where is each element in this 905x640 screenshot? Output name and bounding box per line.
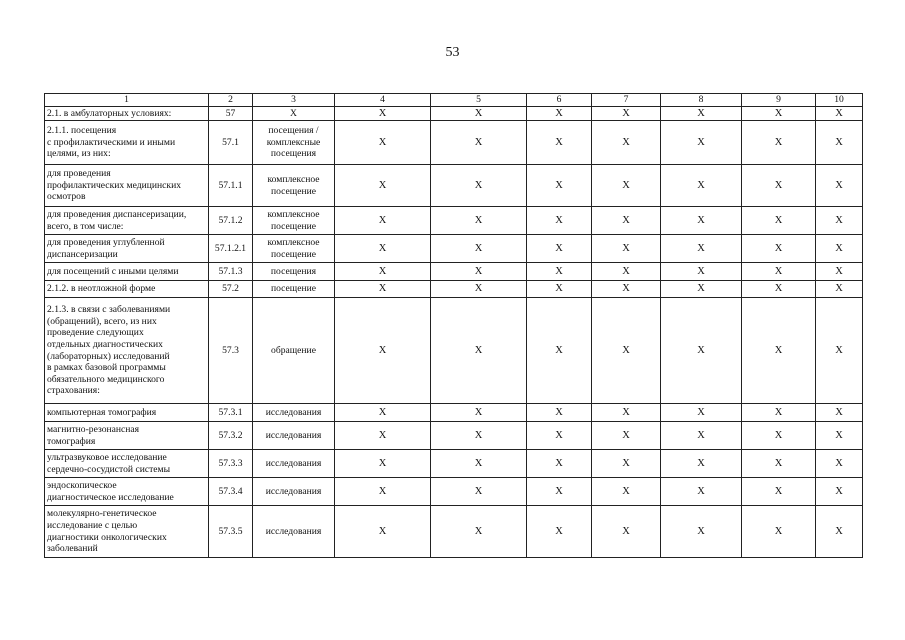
value-cell: Х [431, 422, 527, 450]
row-label-cell: молекулярно-генетическое исследование с целью диагностики онкологических заболеваний [45, 506, 209, 558]
table-row [45, 298, 863, 404]
value-cell: Х [335, 165, 431, 207]
row-unit-cell: комплексное посещение [253, 165, 335, 207]
row-unit-cell: посещение [253, 281, 335, 298]
value-cell: Х [742, 422, 816, 450]
column-number-cell: 10 [816, 94, 863, 107]
value-cell: Х [335, 207, 431, 235]
value-cell: Х [592, 450, 661, 478]
row-code-cell: 57.2 [209, 281, 253, 298]
row-code-cell: 57.1.3 [209, 263, 253, 281]
value-cell: Х [742, 235, 816, 263]
table-row [45, 165, 863, 207]
value-cell: Х [661, 298, 742, 404]
value-cell: Х [661, 207, 742, 235]
value-cell: Х [742, 478, 816, 506]
value-cell: Х [661, 450, 742, 478]
row-code-cell: 57.3.2 [209, 422, 253, 450]
row-label-cell: 2.1.3. в связи с заболеваниями (обращений), всего, из них проведение следующих отдельных диагностических (лабораторных) исследований в рамках базовой программы обязательного медицинского страхования: [45, 298, 209, 404]
value-cell: Х [335, 263, 431, 281]
value-cell: Х [592, 121, 661, 165]
row-label-cell: 2.1.1. посещения с профилактическими и иными целями, из них: [45, 121, 209, 165]
value-cell: Х [742, 263, 816, 281]
column-number-cell: 2 [209, 94, 253, 107]
table-row [45, 450, 863, 478]
value-cell: Х [661, 107, 742, 121]
page-number: 53 [445, 45, 460, 60]
value-cell: Х [335, 506, 431, 558]
value-cell: Х [661, 506, 742, 558]
row-unit-cell: исследования [253, 422, 335, 450]
row-code-cell: 57.3.4 [209, 478, 253, 506]
table-row [45, 478, 863, 506]
row-code-cell: 57.3.3 [209, 450, 253, 478]
value-cell: Х [661, 422, 742, 450]
value-cell: Х [592, 207, 661, 235]
column-number-cell: 5 [431, 94, 527, 107]
table-row [45, 207, 863, 235]
value-cell: Х [335, 478, 431, 506]
row-label-cell: для проведения профилактических медицинских осмотров [45, 165, 209, 207]
table-row [45, 404, 863, 422]
value-cell: Х [816, 263, 863, 281]
value-cell: Х [661, 478, 742, 506]
value-cell: Х [431, 450, 527, 478]
value-cell: Х [527, 422, 592, 450]
row-label-cell: магнитно-резонансная томография [45, 422, 209, 450]
row-label-cell: компьютерная томография [45, 404, 209, 422]
value-cell: Х [661, 121, 742, 165]
row-code-cell: 57 [209, 107, 253, 121]
value-cell: Х [742, 107, 816, 121]
row-unit-cell: посещения [253, 263, 335, 281]
value-cell: Х [742, 121, 816, 165]
value-cell: Х [527, 478, 592, 506]
row-code-cell: 57.3 [209, 298, 253, 404]
row-label-cell: для посещений с иными целями [45, 263, 209, 281]
row-code-cell: 57.1.2 [209, 207, 253, 235]
value-cell: Х [592, 298, 661, 404]
table-header-row [45, 94, 863, 107]
row-code-cell: 57.1.1 [209, 165, 253, 207]
table-row [45, 121, 863, 165]
value-cell: Х [527, 506, 592, 558]
value-cell: Х [335, 121, 431, 165]
value-cell: Х [592, 478, 661, 506]
value-cell: Х [742, 404, 816, 422]
value-cell: Х [816, 281, 863, 298]
value-cell: Х [431, 165, 527, 207]
value-cell: Х [742, 298, 816, 404]
value-cell: Х [816, 404, 863, 422]
row-unit-cell: обращение [253, 298, 335, 404]
row-unit-cell: исследования [253, 478, 335, 506]
row-unit-cell: исследования [253, 404, 335, 422]
value-cell: Х [431, 298, 527, 404]
value-cell: Х [661, 235, 742, 263]
value-cell: Х [742, 506, 816, 558]
value-cell: Х [335, 404, 431, 422]
value-cell: Х [335, 107, 431, 121]
row-unit-cell: исследования [253, 506, 335, 558]
column-number-cell: 1 [45, 94, 209, 107]
table-row [45, 506, 863, 558]
row-label-cell: 2.1. в амбулаторных условиях: [45, 107, 209, 121]
value-cell: Х [592, 422, 661, 450]
value-cell: Х [816, 165, 863, 207]
table-row [45, 107, 863, 121]
row-code-cell: 57.1 [209, 121, 253, 165]
value-cell: Х [527, 107, 592, 121]
row-label-cell: для проведения углубленной диспансеризации [45, 235, 209, 263]
column-number-cell: 8 [661, 94, 742, 107]
column-number-cell: 9 [742, 94, 816, 107]
value-cell: Х [592, 165, 661, 207]
value-cell: Х [431, 404, 527, 422]
row-code-cell: 57.3.5 [209, 506, 253, 558]
row-label-cell: ультразвуковое исследование сердечно-сосудистой системы [45, 450, 209, 478]
value-cell: Х [592, 107, 661, 121]
value-cell: Х [816, 235, 863, 263]
value-cell: Х [527, 263, 592, 281]
value-cell: Х [335, 298, 431, 404]
value-cell: Х [431, 281, 527, 298]
value-cell: Х [742, 450, 816, 478]
column-number-cell: 4 [335, 94, 431, 107]
value-cell: Х [661, 281, 742, 298]
value-cell: Х [816, 107, 863, 121]
value-cell: Х [431, 478, 527, 506]
value-cell: Х [431, 235, 527, 263]
value-cell: Х [816, 121, 863, 165]
row-label-cell: эндоскопическое диагностическое исследование [45, 478, 209, 506]
value-cell: Х [742, 207, 816, 235]
value-cell: Х [816, 422, 863, 450]
column-number-cell: 6 [527, 94, 592, 107]
value-cell: Х [527, 404, 592, 422]
table-row [45, 263, 863, 281]
value-cell: Х [527, 298, 592, 404]
row-unit-cell: посещения / комплексные посещения [253, 121, 335, 165]
value-cell: Х [816, 506, 863, 558]
report-table [44, 93, 863, 558]
value-cell: Х [592, 281, 661, 298]
row-unit-cell: Х [253, 107, 335, 121]
value-cell: Х [527, 281, 592, 298]
value-cell: Х [816, 450, 863, 478]
value-cell: Х [592, 404, 661, 422]
value-cell: Х [816, 298, 863, 404]
value-cell: Х [527, 235, 592, 263]
value-cell: Х [742, 165, 816, 207]
value-cell: Х [592, 506, 661, 558]
value-cell: Х [335, 422, 431, 450]
column-number-cell: 7 [592, 94, 661, 107]
value-cell: Х [335, 235, 431, 263]
value-cell: Х [527, 450, 592, 478]
value-cell: Х [592, 263, 661, 281]
value-cell: Х [816, 207, 863, 235]
row-unit-cell: комплексное посещение [253, 235, 335, 263]
value-cell: Х [431, 506, 527, 558]
value-cell: Х [431, 107, 527, 121]
value-cell: Х [661, 165, 742, 207]
value-cell: Х [335, 281, 431, 298]
value-cell: Х [527, 207, 592, 235]
row-label-cell: для проведения диспансеризации, всего, в том числе: [45, 207, 209, 235]
value-cell: Х [661, 404, 742, 422]
value-cell: Х [742, 281, 816, 298]
row-unit-cell: исследования [253, 450, 335, 478]
table-row [45, 235, 863, 263]
row-code-cell: 57.3.1 [209, 404, 253, 422]
value-cell: Х [431, 121, 527, 165]
value-cell: Х [527, 165, 592, 207]
row-unit-cell: комплексное посещение [253, 207, 335, 235]
row-label-cell: 2.1.2. в неотложной форме [45, 281, 209, 298]
value-cell: Х [661, 263, 742, 281]
row-code-cell: 57.1.2.1 [209, 235, 253, 263]
value-cell: Х [592, 235, 661, 263]
value-cell: Х [527, 121, 592, 165]
value-cell: Х [335, 450, 431, 478]
table-row [45, 281, 863, 298]
value-cell: Х [431, 207, 527, 235]
column-number-cell: 3 [253, 94, 335, 107]
table-row [45, 422, 863, 450]
value-cell: Х [816, 478, 863, 506]
value-cell: Х [431, 263, 527, 281]
